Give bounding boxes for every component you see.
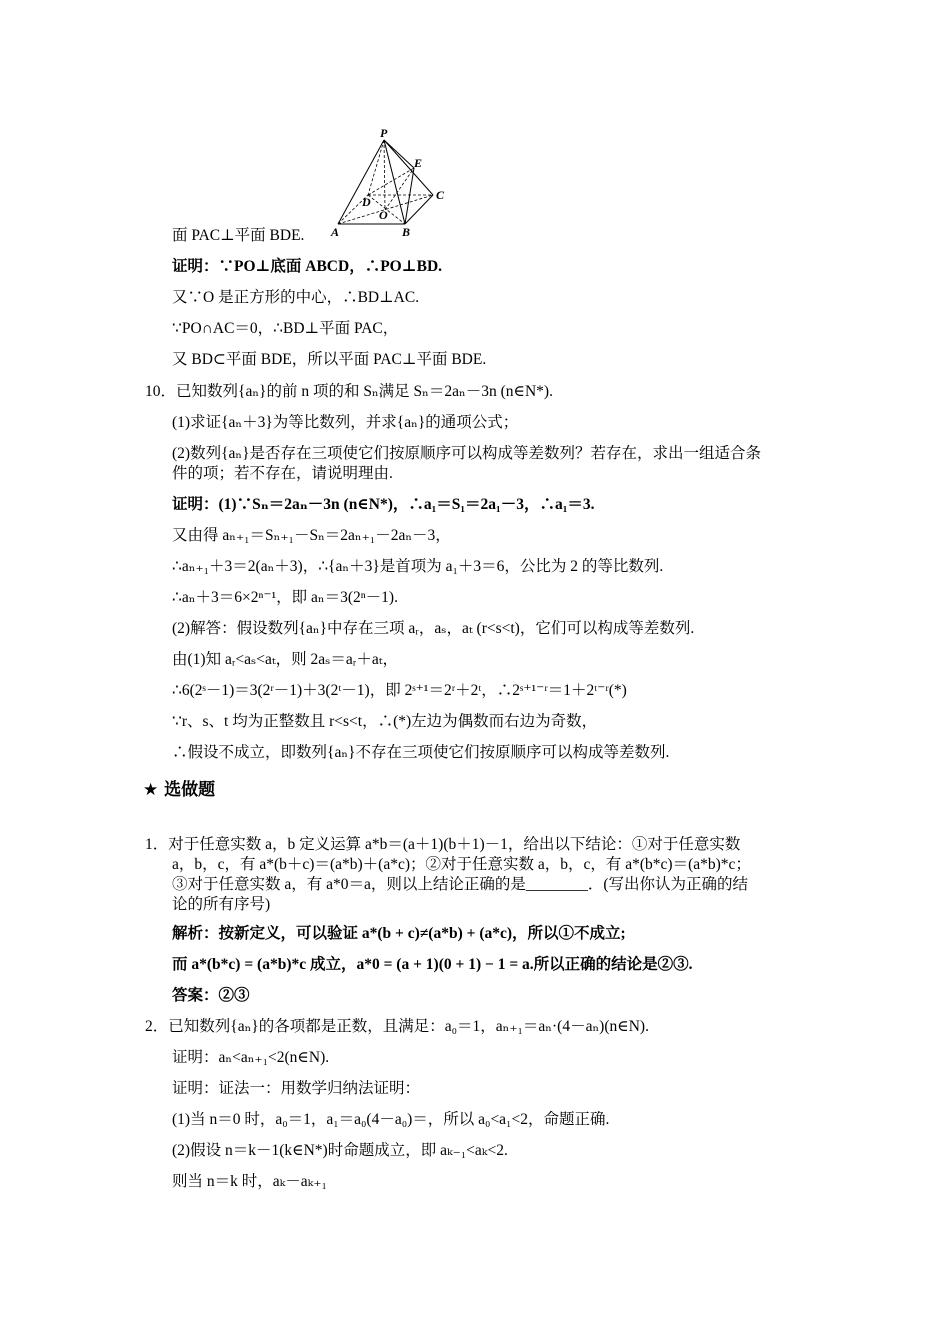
- label-o: O: [379, 208, 388, 222]
- text-line: ∴6(2ˢ－1)＝3(2ʳ－1)＋3(2ᵗ－1)，即 2ˢ⁺¹＝2ʳ＋2ᵗ，∴2ˢ⁺¹⁻ʳ＝1＋2ᵗ⁻ʳ(*): [172, 682, 627, 699]
- proof-line: 证明：∵PO⊥底面 ABCD，∴PO⊥BD.: [172, 258, 443, 275]
- problem-2: 2．已知数列{aₙ}的各项都是正数，且满足：a₀＝1，aₙ₊₁＝aₙ·(4－aₙ)(n∈N).: [145, 1018, 649, 1035]
- text-line: ③对于任意实数 a，有 a*0＝a，则以上结论正确的是________．(写出你认为正确的结: [172, 876, 749, 893]
- text-line: a，b，c，有 a*(b＋c)＝(a*b)＋(a*c)；②对于任意实数 a，b，c，有 a*(b*c)＝(a*b)*c；: [172, 856, 751, 873]
- text-line: 则当 n＝k 时，aₖ－aₖ₊₁: [172, 1173, 327, 1190]
- text-line: ∴假设不成立，即数列{aₙ}不存在三项使它们按原顺序可以构成等差数列.: [172, 744, 670, 761]
- section-heading: ★ 选做题: [143, 780, 216, 800]
- text-line: 论的所有序号): [172, 896, 271, 913]
- label-c: C: [436, 188, 445, 202]
- label-e: E: [414, 156, 423, 170]
- text-line: (2)假设 n＝k－1(k∈N*)时命题成立，即 aₖ₋₁<aₖ<2.: [172, 1142, 508, 1159]
- problem-10: 10．已知数列{aₙ}的前 n 项的和 Sₙ满足 Sₙ＝2aₙ－3n (n∈N*).: [145, 383, 553, 400]
- label-p: P: [380, 128, 388, 140]
- text-line: (2)解答：假设数列{aₙ}中存在三项 aᵣ，aₛ，aₜ (r<s<t)，它们可以构成等差数列.: [172, 620, 695, 637]
- text-line: ∵PO∩AC＝0，∴BD⊥平面 PAC，: [172, 320, 399, 337]
- text-line: 又由得 aₙ₊₁＝Sₙ₊₁－Sₙ＝2aₙ₊₁－2aₙ－3，: [172, 527, 451, 544]
- text-line: 由(1)知 aᵣ<aₛ<aₜ，则 2aₛ＝aᵣ＋aₜ，: [172, 651, 399, 668]
- text-line: (2)数列{aₙ}是否存在三项使它们按原顺序可以构成等差数列？若存在，求出一组适合条: [172, 445, 762, 462]
- text-line: (1)求证{aₙ＋3}为等比数列，并求{aₙ}的通项公式；: [172, 414, 519, 431]
- text-line: ∵r、s、t 均为正整数且 r<s<t，∴(*)左边为偶数而右边为奇数，: [172, 713, 598, 730]
- text-line: 件的项；若不存在，请说明理由.: [172, 465, 393, 482]
- text-line: 面 PAC⊥平面 BDE.: [172, 227, 305, 244]
- proof-line: 证明：(1)∵Sₙ＝2aₙ－3n (n∈N*)，∴a₁＝S₁＝2a₁－3，∴a₁＝3.: [172, 496, 595, 513]
- text-line: 又 BD⊂平面 BDE，所以平面 PAC⊥平面 BDE.: [172, 351, 487, 368]
- pyramid-figure: [328, 128, 453, 240]
- pyramid-diagram: [328, 128, 453, 240]
- text-line: ∴aₙ＋3＝6×2ⁿ⁻¹，即 aₙ＝3(2ⁿ－1).: [172, 589, 398, 606]
- text-line: (1)当 n＝0 时，a₀＝1，a₁＝a₀(4－a₀)＝，所以 a₀<a₁<2，命题正确.: [172, 1111, 610, 1128]
- analysis-line: 而 a*(b*c) = (a*b)*c 成立，a*0 = (a + 1)(0 + 1) − 1 = a.所以正确的结论是②③.: [172, 956, 693, 973]
- label-d: D: [362, 195, 371, 209]
- text-line: 证明：aₙ<aₙ₊₁<2(n∈N).: [172, 1049, 330, 1066]
- answer-line: 答案：②③: [172, 987, 250, 1004]
- proof-line: 证明：证法一：用数学归纳法证明：: [172, 1080, 421, 1097]
- label-b: B: [402, 225, 411, 239]
- problem-1: 1．对于任意实数 a，b 定义运算 a*b＝(a＋1)(b＋1)－1，给出以下结论：①对于任意实数: [145, 836, 741, 853]
- text-line: 又∵O 是正方形的中心，∴BD⊥AC.: [172, 289, 420, 306]
- analysis-line: 解析：按新定义，可以验证 a*(b + c)≠(a*b) + (a*c)，所以①不成立;: [172, 925, 626, 942]
- text-line: ∴aₙ₊₁＋3＝2(aₙ＋3)，∴{aₙ＋3}是首项为 a₁＋3＝6，公比为 2 的等比数列.: [172, 558, 664, 575]
- label-a: A: [331, 225, 340, 239]
